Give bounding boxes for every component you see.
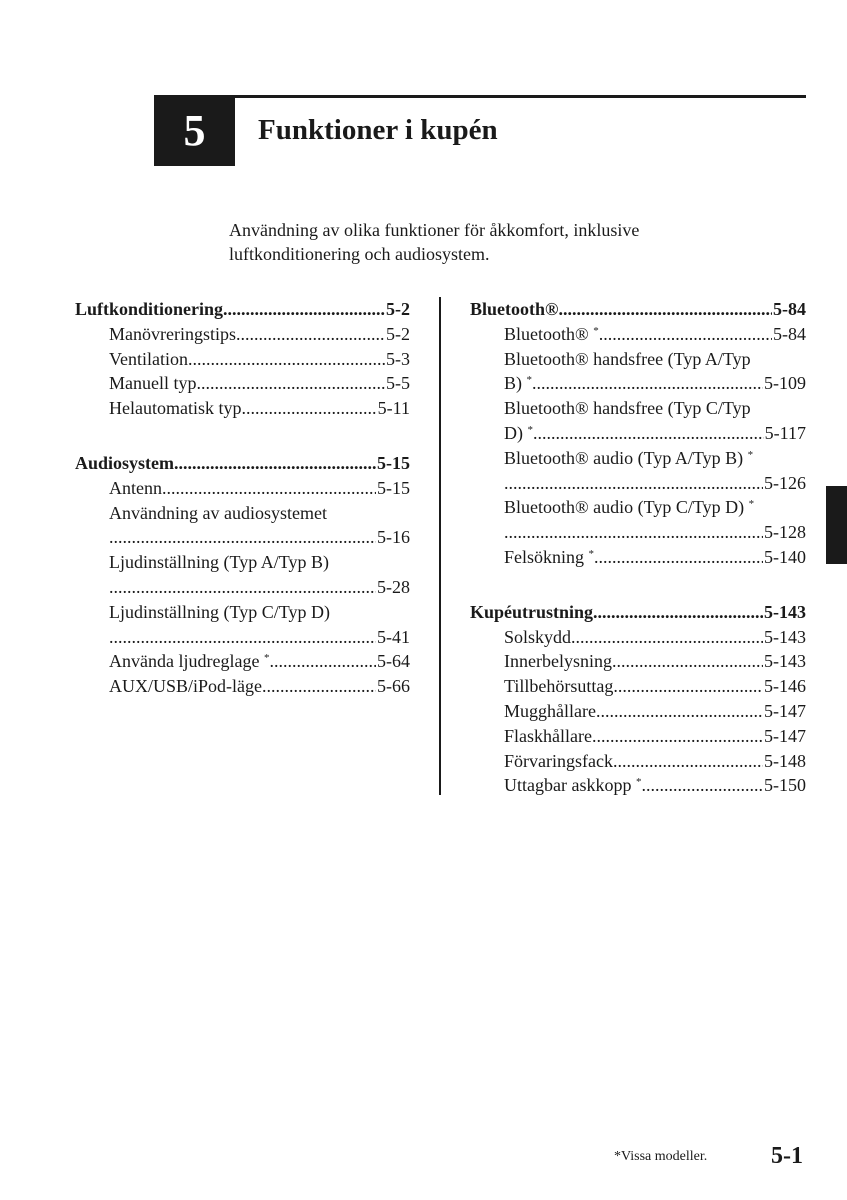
toc-entry-label: Manuell typ — [109, 373, 197, 394]
toc-heading-label: Luftkonditionering — [75, 299, 224, 319]
toc-entry-label: Bluetooth® — [504, 323, 594, 344]
toc-page-ref: 5-2 — [386, 299, 410, 319]
toc-heading-label: Audiosystem — [75, 452, 175, 473]
toc-entry[interactable] — [470, 545, 806, 570]
toc-entry[interactable] — [75, 371, 410, 396]
toc-page-ref: 5-84 — [773, 323, 806, 344]
model-note-asterisk: * — [527, 423, 533, 436]
toc-page-ref: 5-143 — [764, 651, 806, 672]
toc-page-ref: 5-143 — [764, 626, 806, 647]
toc-page-ref: 5-147 — [764, 725, 806, 746]
chapter-title: Funktioner i kupén — [258, 114, 498, 146]
toc-page-ref: 5-109 — [764, 373, 806, 394]
toc-entry-continuation[interactable] — [75, 625, 410, 650]
toc-entry-label: D) — [504, 422, 528, 443]
toc-entry-continuation[interactable] — [470, 520, 806, 545]
toc-page-ref: 5-28 — [377, 576, 410, 597]
toc-entry-continuation[interactable] — [75, 525, 410, 550]
toc-entry-label[interactable]: Användning av audiosystemet — [109, 502, 327, 523]
toc-heading-label: Bluetooth® — [470, 299, 559, 319]
toc-entry-continuation[interactable] — [75, 575, 410, 600]
toc-page-ref: 5-66 — [377, 676, 410, 697]
toc-entry-label: Använda ljudreglage — [109, 651, 264, 672]
toc-entry-label[interactable]: Ljudinställning (Typ C/Typ D) — [109, 601, 330, 622]
toc-entry[interactable] — [75, 649, 410, 674]
toc-page-ref: 5-143 — [764, 601, 806, 622]
toc-section-bluetooth — [470, 297, 806, 570]
intro-line: luftkonditionering och audiosystem. — [229, 244, 490, 264]
toc-entry-label: Förvaringsfack — [504, 750, 613, 771]
toc-entry-label: Solskydd — [504, 626, 572, 647]
toc-page-ref: 5-16 — [377, 527, 410, 548]
toc-entry[interactable] — [470, 724, 806, 749]
model-note-asterisk: * — [526, 374, 532, 387]
model-note-asterisk: * — [747, 448, 754, 461]
model-note-asterisk: * — [588, 547, 595, 560]
model-note-asterisk: * — [263, 652, 270, 665]
toc-entry-label: Flaskhållare — [504, 725, 592, 746]
toc-entry-label: Bluetooth® audio (Typ C/Typ D) — [504, 497, 749, 518]
chapter-intro — [229, 218, 749, 266]
toc-entry[interactable] — [75, 476, 410, 501]
toc-entry-label-line[interactable] — [470, 446, 806, 471]
toc-page-ref: 5-128 — [764, 522, 806, 543]
toc-page-ref: 5-126 — [764, 472, 806, 493]
toc-page-ref: 5-11 — [377, 398, 410, 419]
toc-page-ref: 5-150 — [764, 775, 806, 796]
toc-page-ref: 5-15 — [377, 477, 410, 498]
toc-heading-label: Kupéutrustning — [470, 601, 594, 622]
toc-entry-label: Innerbelysning — [504, 651, 612, 672]
toc-entry[interactable] — [75, 674, 410, 699]
page-number: 5-1 — [771, 1143, 803, 1169]
toc-left-column — [75, 297, 410, 729]
column-divider — [439, 297, 441, 795]
toc-entry[interactable] — [470, 749, 806, 774]
toc-entry-continuation[interactable] — [470, 421, 806, 446]
model-note-asterisk: * — [635, 776, 642, 789]
toc-entry-label-line[interactable] — [470, 495, 806, 520]
toc-page-ref: 5-148 — [764, 750, 806, 771]
toc-entry[interactable] — [470, 674, 806, 699]
toc-entry-label: Tillbehörsuttag — [504, 676, 614, 697]
toc-entry[interactable] — [470, 773, 806, 798]
toc-entry-label: Manövreringstips — [109, 323, 236, 344]
toc-heading-bluetooth[interactable] — [470, 297, 806, 322]
toc-entry[interactable] — [75, 322, 410, 347]
toc-entry-label: AUX/USB/iPod-läge — [109, 676, 262, 697]
toc-entry[interactable] — [470, 625, 806, 650]
toc-page-ref: 5-84 — [773, 299, 806, 319]
toc-entry-label: Antenn — [109, 477, 162, 498]
toc-page-ref: 5-117 — [764, 422, 806, 443]
toc-page-ref: 5-147 — [764, 700, 806, 721]
toc-heading-audio-system[interactable] — [75, 451, 410, 476]
toc-section-interior-equipment — [470, 600, 806, 798]
toc-entry-continuation[interactable] — [470, 471, 806, 496]
chapter-number-box: 5 — [154, 95, 235, 166]
model-note-asterisk: * — [593, 324, 599, 337]
toc-section-audio-system — [75, 451, 410, 699]
toc-page-ref: 5-5 — [386, 373, 410, 394]
toc-entry-label: Mugghållare — [504, 700, 596, 721]
toc-heading-air-conditioning[interactable] — [75, 297, 410, 322]
intro-line: Användning av olika funktioner för åkkomfort, inklusive — [229, 220, 640, 240]
chapter-header-rule — [233, 95, 806, 98]
toc-entry-label: Felsökning — [504, 546, 589, 567]
toc-section-air-conditioning — [75, 297, 410, 421]
toc-page-ref: 5-140 — [764, 546, 806, 567]
toc-page-ref: 5-15 — [377, 452, 410, 473]
toc-entry-continuation[interactable] — [470, 371, 806, 396]
toc-entry-label[interactable]: Bluetooth® handsfree (Typ A/Typ — [504, 348, 751, 369]
toc-entry[interactable] — [75, 396, 410, 421]
toc-entry[interactable] — [470, 322, 806, 347]
toc-entry-label: Ventilation — [109, 348, 188, 369]
toc-entry-label[interactable]: Ljudinställning (Typ A/Typ B) — [109, 552, 329, 573]
toc-page-ref: 5-146 — [764, 676, 806, 697]
toc-page-ref: 5-3 — [386, 348, 410, 369]
toc-page-ref: 5-41 — [377, 626, 410, 647]
toc-page-ref: 5-64 — [377, 651, 410, 672]
toc-entry-label: B) — [504, 373, 527, 394]
toc-heading-interior-equipment[interactable] — [470, 600, 806, 625]
toc-entry-label: Helautomatisk typ — [109, 398, 242, 419]
model-note-asterisk: * — [748, 498, 755, 511]
toc-entry[interactable] — [470, 649, 806, 674]
toc-entry[interactable] — [470, 699, 806, 724]
toc-entry[interactable] — [75, 347, 410, 372]
toc-entry-label[interactable]: Bluetooth® handsfree (Typ C/Typ — [504, 398, 751, 419]
chapter-thumb-tab — [826, 486, 847, 564]
toc-right-column — [470, 297, 806, 828]
toc-entry-label: Bluetooth® audio (Typ A/Typ B) — [504, 447, 748, 468]
toc-page-ref: 5-2 — [386, 323, 410, 344]
toc-entry-label: Uttagbar askkopp — [504, 775, 636, 796]
footnote: *Vissa modeller. — [614, 1149, 708, 1164]
